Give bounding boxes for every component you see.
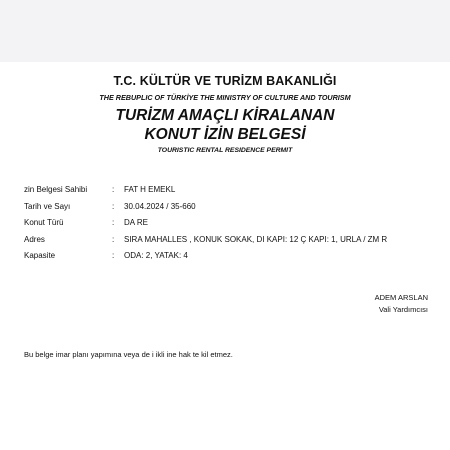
top-band [0, 0, 450, 62]
field-label: Adres [24, 234, 45, 244]
ministry-title-english: THE REBUPLIC OF TÜRKİYE THE MINISTRY OF CULTURE AND TOURISM [99, 93, 351, 102]
field-colon: : [112, 251, 115, 260]
field-label: zin Belgesi Sahibi [24, 185, 88, 194]
field-value: SIRA MAHALLES , KONUK SOKAK, DI KAPI: 12 Ç KAPI: 1, URLA / ZM R [124, 234, 388, 244]
field-value: 30.04.2024 / 35-660 [124, 201, 196, 211]
field-value: DA RE [124, 218, 149, 227]
field-row-permit-holder [24, 185, 444, 202]
field-label: Konut Türü [24, 218, 64, 227]
field-row-address [24, 235, 444, 252]
field-colon: : [112, 185, 115, 194]
field-row-date-number [24, 202, 444, 219]
permit-title-line-2: KONUT İZİN BELGESİ [144, 126, 306, 143]
footer-note: Bu belge imar planı yapımına veya de i ikli ine hak te kil etmez. [24, 350, 233, 359]
signatory-name: ADEM ARSLAN [374, 293, 428, 302]
field-row-capacity [24, 251, 444, 268]
permit-title-english: TOURISTIC RENTAL RESIDENCE PERMIT [157, 147, 293, 154]
field-row-residence-type [24, 218, 444, 235]
field-colon: : [112, 218, 115, 227]
field-value: FAT H EMEKL [124, 185, 176, 194]
ministry-title: T.C. KÜLTÜR VE TURİZM BAKANLIĞI [113, 74, 337, 88]
signatory-title: Vali Yardımcısı [378, 305, 428, 314]
permit-title-line-1: TURİZM AMAÇLI KİRALANAN [115, 107, 335, 124]
permit-fields [24, 185, 444, 268]
field-label: Tarih ve Sayı [24, 201, 71, 211]
field-label: Kapasite [24, 251, 56, 260]
field-colon: : [112, 201, 115, 211]
field-value: ODA: 2, YATAK: 4 [124, 251, 188, 260]
field-colon: : [112, 234, 115, 244]
